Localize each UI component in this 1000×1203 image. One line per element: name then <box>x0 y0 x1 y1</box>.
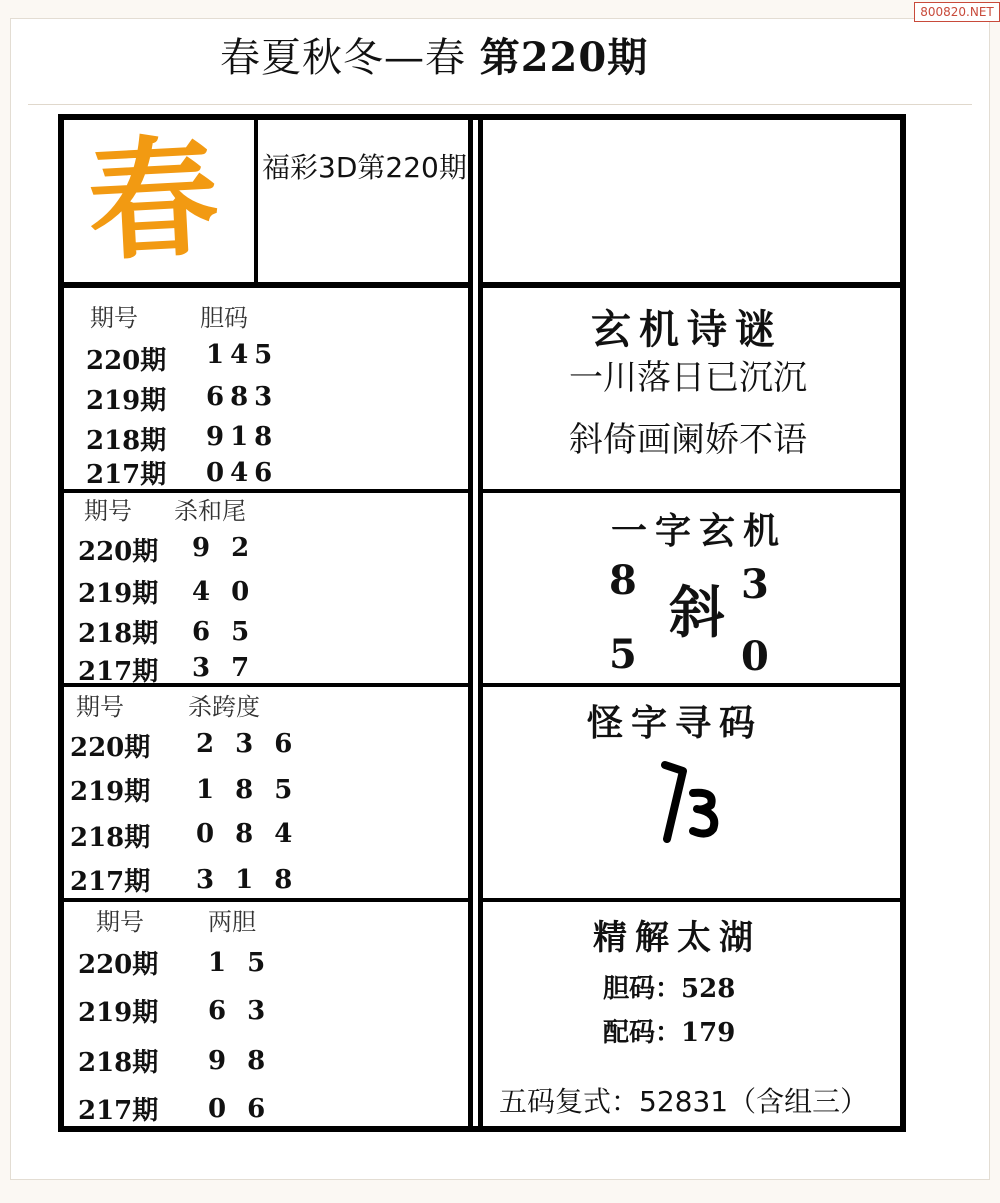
spring-logo: 春 <box>84 119 222 280</box>
liang-dan-issue: 219期 <box>78 998 159 1028</box>
liang-dan-col-value: 两胆 <box>208 908 256 936</box>
liang-dan-value: 9 8 <box>208 1046 272 1076</box>
sha-he-wei-issue: 219期 <box>78 579 159 609</box>
dan-ma-issue: 219期 <box>86 386 167 416</box>
sha-he-wei-issue: 220期 <box>78 537 159 567</box>
dan-ma-col-value: 胆码 <box>200 304 248 332</box>
dan-ma-value: 145 <box>206 340 279 370</box>
sha-he-wei-issue: 217期 <box>78 657 159 687</box>
taihu-dan-label: 胆码： <box>603 974 682 1004</box>
one-char-digit-bottom-left: 5 <box>609 631 637 678</box>
sha-he-wei-value: 3 7 <box>192 653 256 683</box>
sha-he-wei-value: 4 0 <box>192 577 256 607</box>
dan-ma-issue: 220期 <box>86 346 167 376</box>
taihu-pei-label: 配码： <box>603 1018 682 1048</box>
taihu-dan-value: 528 <box>681 974 736 1004</box>
sha-he-wei-col-value: 杀和尾 <box>174 497 246 525</box>
page-title <box>220 26 648 83</box>
taihu-compound: 五码复式：52831（含组三） <box>499 1085 869 1118</box>
dan-ma-issue: 217期 <box>86 460 167 490</box>
one-char-section <box>483 493 906 683</box>
one-char-digit-bottom-right: 0 <box>741 633 769 680</box>
sha-kua-du-col-issue: 期号 <box>76 693 124 721</box>
site-watermark: 800820.NET <box>914 2 1000 22</box>
header-divider <box>28 104 972 105</box>
riddle-poem-line-1: 一川落日已沉沉 <box>569 358 807 398</box>
page-title-issue: 第220期 <box>479 34 649 81</box>
prediction-board <box>58 114 906 1132</box>
divider-vertical-a <box>468 120 473 1126</box>
sha-kua-du-value: 1 8 5 <box>196 775 299 805</box>
liang-dan-col-issue: 期号 <box>96 908 144 936</box>
riddle-poem-line-2: 斜倚画阑娇不语 <box>569 420 807 460</box>
dan-ma-value: 046 <box>206 458 279 488</box>
sha-kua-du-issue: 219期 <box>70 777 151 807</box>
sha-he-wei-col-issue: 期号 <box>84 497 132 525</box>
liang-dan-issue: 217期 <box>78 1096 159 1126</box>
taihu-title: 精解太湖 <box>593 918 761 958</box>
taihu-pei-row <box>603 1012 735 1049</box>
riddle-poem-section <box>483 288 906 489</box>
strange-char-section <box>483 687 906 898</box>
one-char-digit-top-left: 8 <box>609 557 637 604</box>
taihu-dan-row <box>603 968 735 1005</box>
liang-dan-issue: 218期 <box>78 1048 159 1078</box>
sha-kua-du-value: 3 1 8 <box>196 865 299 895</box>
sha-he-wei-section <box>64 493 468 687</box>
sha-he-wei-value: 9 2 <box>192 533 256 563</box>
liang-dan-section <box>64 902 468 1126</box>
sha-kua-du-issue: 217期 <box>70 867 151 897</box>
dan-ma-section <box>64 288 468 489</box>
page-title-main: 春夏秋冬—春 <box>220 35 466 81</box>
one-char-main: 斜 <box>669 580 725 646</box>
divider-logo <box>254 120 258 284</box>
one-char-title: 一字玄机 <box>611 510 788 552</box>
sha-he-wei-issue: 218期 <box>78 619 159 649</box>
strange-char-title: 怪字寻码 <box>587 702 764 744</box>
sha-kua-du-col-value: 杀跨度 <box>188 693 260 721</box>
sha-kua-du-issue: 218期 <box>70 823 151 853</box>
liang-dan-value: 6 3 <box>208 996 272 1026</box>
dan-ma-issue: 218期 <box>86 426 167 456</box>
one-char-digit-top-right: 3 <box>741 561 769 608</box>
sha-kua-du-section <box>64 687 468 898</box>
dan-ma-col-issue: 期号 <box>90 304 138 332</box>
liang-dan-value: 1 5 <box>208 948 272 978</box>
riddle-poem-title: 玄机诗谜 <box>591 306 783 353</box>
sha-he-wei-value: 6 5 <box>192 617 256 647</box>
strange-char-glyph <box>653 757 733 847</box>
dan-ma-value: 683 <box>206 382 279 412</box>
issue-label: 福彩3D第220期 <box>262 151 467 184</box>
taihu-pei-value: 179 <box>681 1018 736 1048</box>
sha-kua-du-value: 2 3 6 <box>196 729 299 759</box>
liang-dan-issue: 220期 <box>78 950 159 980</box>
liang-dan-value: 0 6 <box>208 1094 272 1124</box>
taihu-section <box>483 902 906 1126</box>
sha-kua-du-value: 0 8 4 <box>196 819 299 849</box>
sha-kua-du-issue: 220期 <box>70 733 151 763</box>
header-blank <box>44 26 204 94</box>
dan-ma-value: 918 <box>206 422 279 452</box>
